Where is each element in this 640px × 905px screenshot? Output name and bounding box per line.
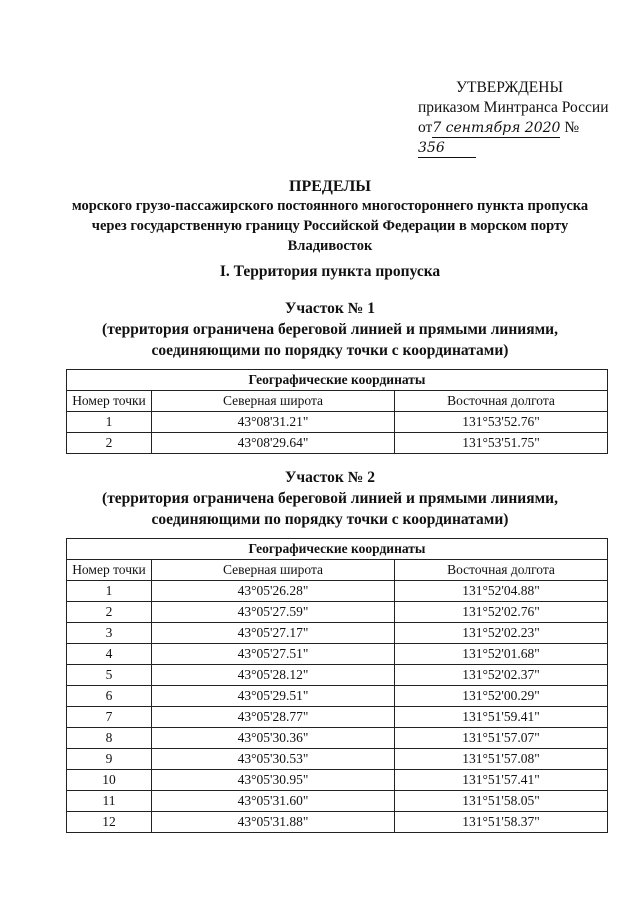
- longitude-cell: 131°52'02.76": [395, 602, 608, 623]
- table-row: [67, 812, 608, 833]
- point-number-cell: 9: [67, 749, 152, 770]
- point-number-cell: 4: [67, 644, 152, 665]
- table-row: [67, 644, 608, 665]
- column-header: Северная широта: [152, 391, 395, 412]
- longitude-cell: 131°51'57.07": [395, 728, 608, 749]
- table-row: [67, 707, 608, 728]
- longitude-cell: 131°53'52.76": [395, 412, 608, 433]
- latitude-cell: 43°05'29.51": [152, 686, 395, 707]
- point-number-cell: 2: [67, 433, 152, 454]
- plot-description-line: соединяющими по порядку точки с координатами): [151, 342, 509, 359]
- approval-date-prefix: от: [418, 119, 433, 136]
- column-header: Номер точки: [67, 560, 152, 581]
- approval-heading: УТВЕРЖДЕНЫ: [456, 79, 563, 96]
- column-header: Восточная долгота: [395, 391, 608, 412]
- approval-number: 356: [418, 140, 476, 158]
- approval-order: приказом Минтранса России: [418, 99, 609, 116]
- latitude-cell: 43°05'28.77": [152, 707, 395, 728]
- latitude-cell: 43°05'27.59": [152, 602, 395, 623]
- subtitle-line: морского грузо-пассажирского постоянного многостороннего пункта пропуска: [71, 198, 589, 214]
- table-row: [67, 581, 608, 602]
- table-row: [67, 791, 608, 812]
- document-subtitle: [40, 196, 620, 256]
- table-row: [67, 728, 608, 749]
- plot-description-line: соединяющими по порядку точки с координатами): [151, 511, 509, 528]
- plot-1-heading-block: [40, 298, 620, 361]
- latitude-cell: 43°05'30.53": [152, 749, 395, 770]
- table-row: [67, 749, 608, 770]
- point-number-cell: 11: [67, 791, 152, 812]
- longitude-cell: 131°51'58.37": [395, 812, 608, 833]
- column-header: Восточная долгота: [395, 560, 608, 581]
- approval-date-line: [418, 118, 618, 158]
- table-row: [67, 686, 608, 707]
- longitude-cell: 131°51'57.41": [395, 770, 608, 791]
- point-number-cell: 3: [67, 623, 152, 644]
- longitude-cell: 131°52'02.23": [395, 623, 608, 644]
- point-number-cell: 7: [67, 707, 152, 728]
- latitude-cell: 43°05'27.17": [152, 623, 395, 644]
- table-group-header: Географические координаты: [67, 539, 608, 560]
- latitude-cell: 43°05'27.51": [152, 644, 395, 665]
- table-row: [67, 770, 608, 791]
- column-header: Номер точки: [67, 391, 152, 412]
- table-row: [67, 623, 608, 644]
- latitude-cell: 43°08'29.64": [152, 433, 395, 454]
- approval-block: [418, 78, 618, 158]
- plot-2-heading-block: [40, 467, 620, 530]
- point-number-cell: 10: [67, 770, 152, 791]
- latitude-cell: 43°05'26.28": [152, 581, 395, 602]
- point-number-cell: 2: [67, 602, 152, 623]
- latitude-cell: 43°05'31.60": [152, 791, 395, 812]
- table-row: [67, 412, 608, 433]
- plot-heading: Участок № 1: [285, 300, 375, 317]
- latitude-cell: 43°05'28.12": [152, 665, 395, 686]
- point-number-cell: 8: [67, 728, 152, 749]
- document-title: ПРЕДЕЛЫ: [289, 178, 371, 195]
- longitude-cell: 131°51'59.41": [395, 707, 608, 728]
- table-row: [67, 665, 608, 686]
- plot-2-coordinates-table: [66, 538, 608, 833]
- longitude-cell: 131°52'00.29": [395, 686, 608, 707]
- latitude-cell: 43°05'31.88": [152, 812, 395, 833]
- table-row: [67, 433, 608, 454]
- point-number-cell: 12: [67, 812, 152, 833]
- longitude-cell: 131°51'57.08": [395, 749, 608, 770]
- longitude-cell: 131°52'01.68": [395, 644, 608, 665]
- longitude-cell: 131°53'51.75": [395, 433, 608, 454]
- subtitle-line: через государственную границу Российской Федерации в морском порту: [91, 218, 569, 234]
- latitude-cell: 43°05'30.95": [152, 770, 395, 791]
- section-heading: I. Территория пункта пропуска: [219, 263, 441, 280]
- point-number-cell: 1: [67, 412, 152, 433]
- longitude-cell: 131°52'04.88": [395, 581, 608, 602]
- longitude-cell: 131°51'58.05": [395, 791, 608, 812]
- latitude-cell: 43°05'30.36": [152, 728, 395, 749]
- point-number-cell: 6: [67, 686, 152, 707]
- longitude-cell: 131°52'02.37": [395, 665, 608, 686]
- latitude-cell: 43°08'31.21": [152, 412, 395, 433]
- table-row: [67, 602, 608, 623]
- approval-date: 7 сентября 2020: [432, 120, 561, 136]
- plot-description-line: (территория ограничена береговой линией и прямыми линиями,: [102, 490, 558, 507]
- plot-1-coordinates-table: [66, 369, 608, 454]
- point-number-cell: 1: [67, 581, 152, 602]
- plot-description-line: (территория ограничена береговой линией и прямыми линиями,: [102, 321, 558, 338]
- column-header: Северная широта: [152, 560, 395, 581]
- plot-heading: Участок № 2: [285, 469, 375, 486]
- table-group-header: Географические координаты: [67, 370, 608, 391]
- point-number-cell: 5: [67, 665, 152, 686]
- approval-number-sign: №: [564, 119, 580, 136]
- subtitle-line: Владивосток: [287, 238, 373, 254]
